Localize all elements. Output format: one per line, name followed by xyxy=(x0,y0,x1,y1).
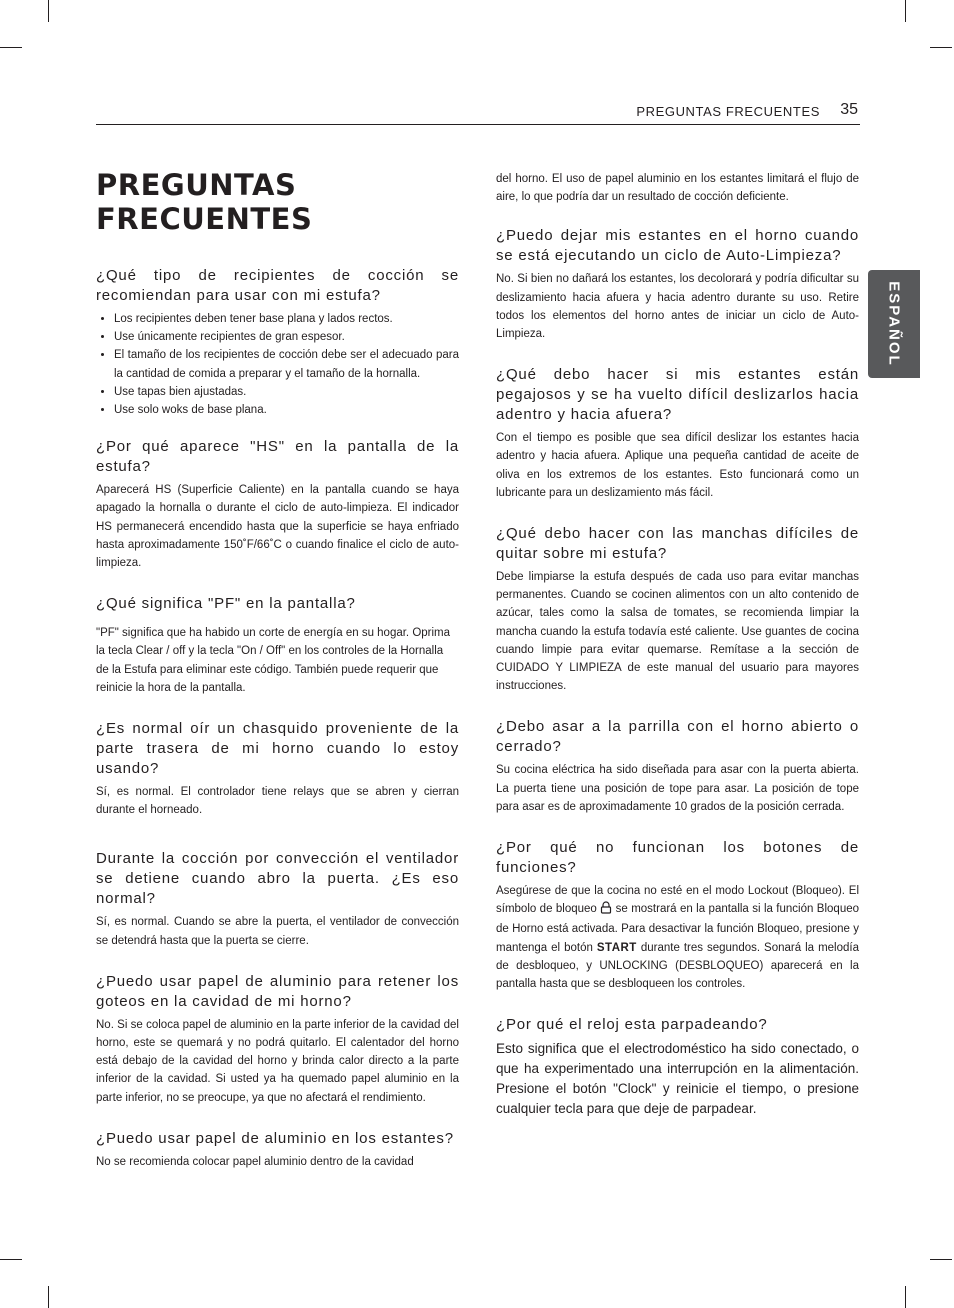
crop-mark xyxy=(48,1286,49,1308)
answer-foil-racks-start: No se recomienda colocar papel aluminio dentro de la cavidad xyxy=(96,1155,414,1168)
answer-convection-fan: Sí, es normal. Cuando se abre la puerta, el ventilador de convección se detendrá hasta que la puerta se cierre. xyxy=(96,916,459,947)
question-hs-display: ¿Por qué aparece "HS" en la pantalla de la estufa? xyxy=(96,438,459,476)
crop-mark xyxy=(48,0,49,22)
right-column xyxy=(496,170,859,1141)
answer-sticky-racks: Con el tiempo es posible que sea difícil deslizar los estantes hacia adentro y hacia afuera. Aplique una pequeña cantidad de aceite de oliva en los extremos de los estantes. Esto funcionará como un lubricante para un deslizamiento más fácil. xyxy=(496,432,859,499)
question-cookware: ¿Qué tipo de recipientes de cocción se recomiendan para usar con mi estufa? xyxy=(96,267,459,304)
page-number: 35 xyxy=(840,101,858,118)
cookware-bullet-list xyxy=(96,310,459,419)
question-sticky-racks: ¿Qué debo hacer si mis estantes están pegajosos y se ha vuelto difícil deslizarlos hacia adentro y hacia afuera? xyxy=(496,366,859,424)
answer-function-buttons-part3: durante tres segundos. Sonará la melodía de desbloqueo, y UNLOCKING (DESBLOQUEO) aparecerá en la pantalla hasta que se desbloqueen los controles. xyxy=(496,941,859,991)
answer-hs-display: Aparecerá HS (Superficie Caliente) en la pantalla cuando se haya apagado la hornalla o durante el ciclo de auto-limpieza. El indicador HS permanecerá encendido hasta que la superficie se haya enfriado hasta aproximadamente 150˚F/66˚C o cuando finalice el ciclo de auto-limpieza. xyxy=(96,484,459,570)
answer-clock-blinking: Esto significa que el electrodoméstico ha sido conectado, o que ha experimentado una interrupción en la alimentación. Presione el botón "Clock" y reinicie el tiempo, o presione cualquier tecla para que deje de parpadear. xyxy=(496,1041,859,1117)
running-header xyxy=(96,100,860,125)
question-pf-display: ¿Qué significa "PF" en la pantalla? xyxy=(96,595,356,613)
crop-mark xyxy=(905,0,906,22)
list-item: • Use únicamente recipientes de gran espesor. xyxy=(114,328,459,346)
language-tab xyxy=(868,270,920,378)
crop-mark xyxy=(0,47,22,48)
running-title: PREGUNTAS FRECUENTES xyxy=(636,104,820,119)
crop-mark xyxy=(905,1286,906,1308)
list-item: • Use tapas bien ajustadas. xyxy=(114,383,459,401)
list-item: • El tamaño de los recipientes de cocción debe ser el adecuado para la cantidad de comida a preparar y el tamaño de la hornalla. xyxy=(114,346,459,382)
start-key-label: START xyxy=(596,941,637,954)
list-item: • Use solo woks de base plana. xyxy=(114,401,459,419)
answer-function-buttons-part1: Asegúrese de que la cocina no esté en el modo Lockout (Bloqueo). El símbolo de bloqueo xyxy=(496,885,859,916)
answer-foil-racks-end: del horno. El uso de papel aluminio en los estantes limitará el flujo de aire, lo que podría dar un resultado de cocción deficiente. xyxy=(496,173,859,204)
list-item: • Los recipientes deben tener base plana y lados rectos. xyxy=(114,310,459,328)
question-foil-cavity: ¿Puedo usar papel de aluminio para retener los goteos en la cavidad de mi horno? xyxy=(96,972,459,1010)
answer-function-buttons-part2: se mostrará en la pantalla si la función Bloqueo de Horno está activada. Para desactivar la función Bloqueo, presione y mantenga el botón xyxy=(496,903,860,954)
language-tab-label: ESPAÑOL xyxy=(885,281,903,367)
question-broil-door: ¿Debo asar a la parrilla con el horno abierto o cerrado? xyxy=(496,718,859,756)
question-function-buttons: ¿Por qué no funcionan los botones de funciones? xyxy=(496,839,859,877)
question-convection-fan: Durante la cocción por convección el ventilador se detiene cuando abro la puerta. ¿Es eso normal? xyxy=(96,850,459,908)
question-clock-blinking: ¿Por qué el reloj esta parpadeando? xyxy=(496,1016,768,1034)
question-stubborn-stains: ¿Qué debo hacer con las manchas difíciles de quitar sobre mi estufa? xyxy=(496,525,859,563)
answer-clicking-noise: Sí, es normal. El controlador tiene relays que se abren y cierran durante el horneado. xyxy=(96,786,459,817)
answer-pf-display: "PF" significa que ha habido un corte de energía en su hogar. Oprima la tecla Clear / off y la tecla "On / Off" en los controles de la Hornalla de la Estufa para eliminar este código. También puede requerir que reinicie la hora de la pantalla. xyxy=(96,627,451,694)
answer-foil-cavity: No. Si se coloca papel de aluminio en la parte inferior de la cavidad del horno, este se quemará y no podrá quitarlo. El calentador del horno está debajo de la cavidad del horno y brinda calor directo a la parte inferior de la cavidad. Si usted ya ha quemado papel aluminio en la parte inferior, no se preocupe, ya que no afectará el rendimiento. xyxy=(96,1018,459,1104)
crop-mark xyxy=(0,1259,22,1260)
page-title: PREGUNTAS FRECUENTES xyxy=(96,168,313,236)
left-column xyxy=(96,168,459,1193)
answer-function-buttons xyxy=(496,882,859,993)
answer-racks-self-clean: No. Si bien no dañará los estantes, los decolorará y podría dificultar su deslizamiento hacia afuera y hacia adentro durante su uso. Retire todos los elementos del horno antes de iniciar un ciclo de Auto-Limpieza. xyxy=(496,273,859,341)
crop-mark xyxy=(930,1259,952,1260)
question-clicking-noise: ¿Es normal oír un chasquido proveniente de la parte trasera de mi horno cuando lo estoy usando? xyxy=(96,720,459,778)
question-foil-racks: ¿Puedo usar papel de aluminio en los estantes? xyxy=(96,1129,454,1147)
answer-broil-door: Su cocina eléctrica ha sido diseñada para asar con la puerta abierta. La puerta tiene una posición de tope para asar. La posición de tope para asar es de aproximadamente 10 grados de la posición cerrada. xyxy=(496,764,859,813)
crop-mark xyxy=(930,47,952,48)
lock-icon xyxy=(600,901,612,920)
answer-stubborn-stains: Debe limpiarse la estufa después de cada uso para evitar manchas permanentes. Cuando se cocinen alimentos con un alto contenido de azúcar, tales como la salsa de tomates, se recomienda limpiar la mancha cuando la estufa todavía esté caliente. Use guantes de cocina cuando limpie para evitar quemarse. Remítase a la sección de CUIDADO Y LIMPIEZA de este manual del usuario para mayores instrucciones. xyxy=(496,571,859,693)
question-racks-self-clean: ¿Puedo dejar mis estantes en el horno cuando se está ejecutando un ciclo de Auto-Limpieza? xyxy=(496,227,859,265)
